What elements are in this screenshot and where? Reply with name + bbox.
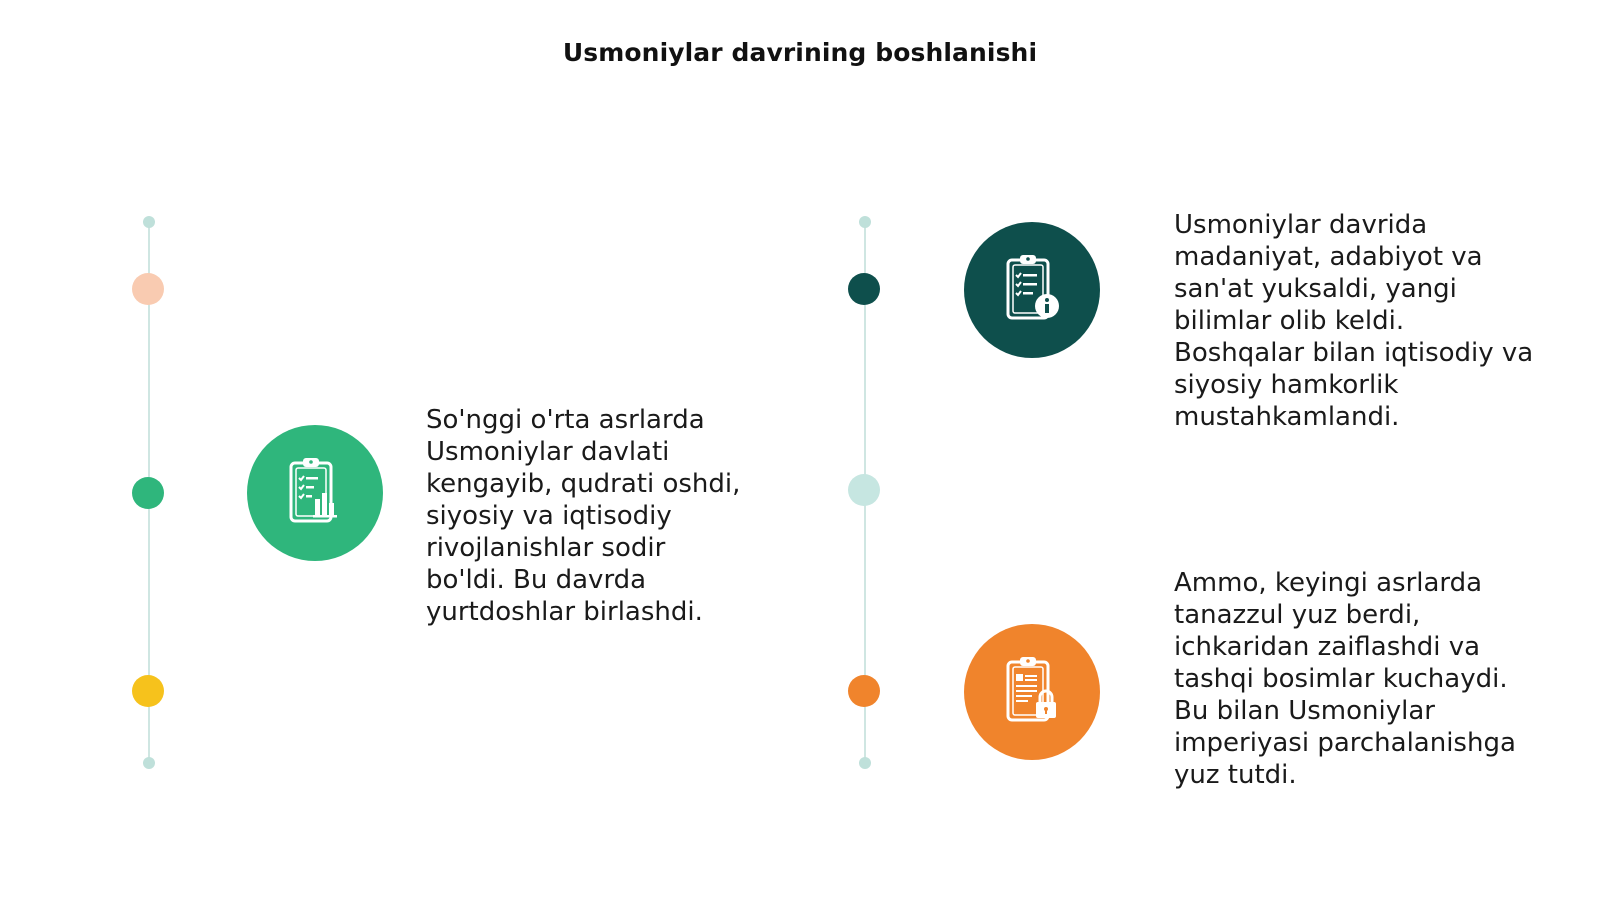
left-timeline-bottom-cap bbox=[143, 757, 155, 769]
item-1-text-line: So'nggi o'rta asrlarda bbox=[426, 405, 705, 435]
item-1-text-line: siyosiy va iqtisodiy bbox=[426, 501, 672, 531]
item-1-text-line: bo'ldi. Bu davrda bbox=[426, 565, 647, 595]
item-3-text bbox=[1174, 567, 1516, 791]
clipboard-chart-icon bbox=[275, 453, 355, 533]
item-2-text-line: siyosiy hamkorlik bbox=[1174, 370, 1399, 400]
item-1-text-line: kengayib, qudrati oshdi, bbox=[426, 469, 741, 499]
item-3-text-line: Ammo, keyingi asrlarda bbox=[1174, 568, 1483, 598]
item-3-icon-circle bbox=[964, 624, 1100, 760]
item-2-text-line: san'at yuksaldi, yangi bbox=[1174, 274, 1457, 304]
right-timeline-light-teal-dot bbox=[848, 474, 880, 506]
item-1-text-line: yurtdoshlar birlashdi. bbox=[426, 597, 703, 627]
right-timeline-orange-dot bbox=[848, 675, 880, 707]
item-3-text-line: imperiyasi parchalanishga bbox=[1174, 728, 1516, 758]
left-timeline-yellow-dot bbox=[132, 675, 164, 707]
item-3-text-line: yuz tutdi. bbox=[1174, 760, 1297, 790]
clipboard-info-icon bbox=[992, 250, 1072, 330]
item-1-text-line: Usmoniylar davlati bbox=[426, 437, 670, 467]
item-2-text-line: mustahkamlandi. bbox=[1174, 402, 1400, 432]
right-timeline-teal-dot bbox=[848, 273, 880, 305]
right-timeline-top-cap bbox=[859, 216, 871, 228]
right-timeline-bottom-cap bbox=[859, 757, 871, 769]
left-timeline-green-dot bbox=[132, 477, 164, 509]
slide-title: Usmoniylar davrining boshlanishi bbox=[562, 38, 1038, 67]
item-2-icon-circle bbox=[964, 222, 1100, 358]
item-1-text bbox=[426, 404, 740, 628]
item-1-icon-circle bbox=[247, 425, 383, 561]
item-2-text-line: Usmoniylar davrida bbox=[1174, 210, 1428, 240]
item-3-text-line: tanazzul yuz berdi, bbox=[1174, 600, 1421, 630]
item-3-text-line: tashqi bosimlar kuchaydi. bbox=[1174, 664, 1508, 694]
item-2-text-line: bilimlar olib keldi. bbox=[1174, 306, 1405, 336]
item-2-text bbox=[1174, 209, 1533, 433]
item-3-text-line: Bu bilan Usmoniylar bbox=[1174, 696, 1435, 726]
clipboard-lock-icon bbox=[992, 652, 1072, 732]
item-1-text-line: rivojlanishlar sodir bbox=[426, 533, 666, 563]
left-timeline-top-cap bbox=[143, 216, 155, 228]
item-2-text-line: Boshqalar bilan iqtisodiy va bbox=[1174, 338, 1534, 368]
left-timeline-peach-dot bbox=[132, 273, 164, 305]
item-2-text-line: madaniyat, adabiyot va bbox=[1174, 242, 1483, 272]
item-3-text-line: ichkaridan zaiflashdi va bbox=[1174, 632, 1481, 662]
